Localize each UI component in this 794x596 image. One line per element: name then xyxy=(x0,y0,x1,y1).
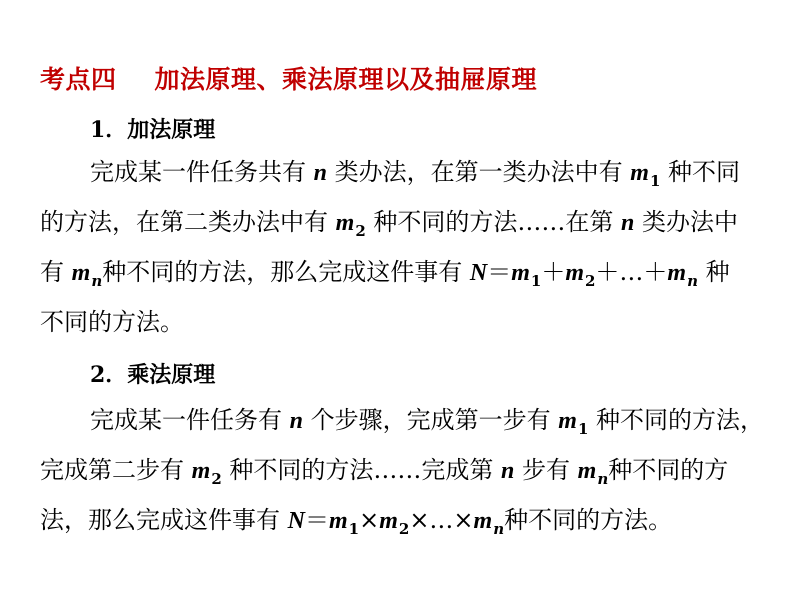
text-run: 种不同的方法， xyxy=(596,406,765,434)
text-run: 不同的方法。 xyxy=(40,308,184,336)
text-run: 完成某一件任务共有 xyxy=(90,158,306,186)
math-var: m xyxy=(71,260,91,286)
math-var: m xyxy=(558,408,577,434)
math-var: m xyxy=(577,458,597,484)
math-subscript: n xyxy=(91,272,103,290)
paragraph-line xyxy=(90,405,764,438)
math-subscript: 1 xyxy=(649,172,661,190)
text-run: 类办法中 xyxy=(642,208,739,236)
paragraph-line xyxy=(40,257,730,290)
paragraph-line xyxy=(40,505,672,538)
paragraph-line xyxy=(40,207,738,240)
math-subscript: 2 xyxy=(211,470,222,488)
math-var: n xyxy=(501,458,515,484)
paragraph-line xyxy=(40,455,728,488)
math-subscript: n xyxy=(687,272,698,290)
math-subscript: 2 xyxy=(398,520,410,538)
math-var: m xyxy=(328,508,348,534)
math-var: m xyxy=(511,260,530,286)
text-run: 个步骤，完成第一步有 xyxy=(310,406,551,434)
text-run: 的方法，在第二类办法中有 xyxy=(40,208,328,236)
math-subscript: 2 xyxy=(355,222,366,240)
math-subscript: n xyxy=(493,520,505,538)
math-operator: ＝ xyxy=(304,506,329,534)
math-var: N xyxy=(469,260,488,286)
math-var: m xyxy=(473,508,493,534)
math-var: n xyxy=(621,210,635,236)
text-run: 法，那么完成这件事有 xyxy=(40,506,280,534)
text-run: 类办法，在第一类办法中有 xyxy=(334,158,623,186)
section-heading-multiplication: 2．乘法原理 xyxy=(90,362,216,388)
math-var: m xyxy=(335,210,355,236)
text-run: 完成某一件任务有 xyxy=(90,406,282,434)
text-run: 种不同的方法。 xyxy=(504,506,673,534)
title-text: 加法原理、乘法原理以及抽屉原理 xyxy=(154,65,538,94)
text-run: 种不同的方 xyxy=(608,456,729,484)
text-run: 种不同的方法，那么完成这件事有 xyxy=(102,258,463,286)
math-var: n xyxy=(313,160,327,186)
text-run: 种不同 xyxy=(668,158,741,186)
math-subscript: n xyxy=(597,470,609,488)
math-var: m xyxy=(565,260,584,286)
page-title xyxy=(40,60,537,96)
math-var: m xyxy=(630,160,649,186)
section-heading-addition: 1．加法原理 xyxy=(90,117,216,143)
math-subscript: 1 xyxy=(348,520,360,538)
math-subscript: 1 xyxy=(577,420,589,438)
math-var: N xyxy=(287,508,305,534)
math-operator: ×…× xyxy=(409,506,474,534)
math-operator: ＋ xyxy=(541,258,566,286)
paragraph-line xyxy=(90,157,740,190)
math-operator: × xyxy=(359,506,380,534)
math-operator: ＋…＋ xyxy=(595,258,668,286)
math-subscript: 1 xyxy=(530,272,542,290)
text-run: 种 xyxy=(705,258,730,286)
text-run: 种不同的方法……在第 xyxy=(373,208,614,236)
text-run: 步有 xyxy=(522,456,571,484)
math-var: n xyxy=(289,408,303,434)
math-subscript: 2 xyxy=(584,272,596,290)
text-run: 完成第二步有 xyxy=(40,456,184,484)
title-point-label: 考点四 xyxy=(40,65,117,94)
text-run: 有 xyxy=(40,258,64,286)
math-var: m xyxy=(667,260,687,286)
text-run: 种不同的方法……完成第 xyxy=(229,456,494,484)
math-operator: ＝ xyxy=(487,258,512,286)
math-var: m xyxy=(379,508,398,534)
paragraph-line xyxy=(40,307,184,337)
math-var: m xyxy=(191,458,211,484)
